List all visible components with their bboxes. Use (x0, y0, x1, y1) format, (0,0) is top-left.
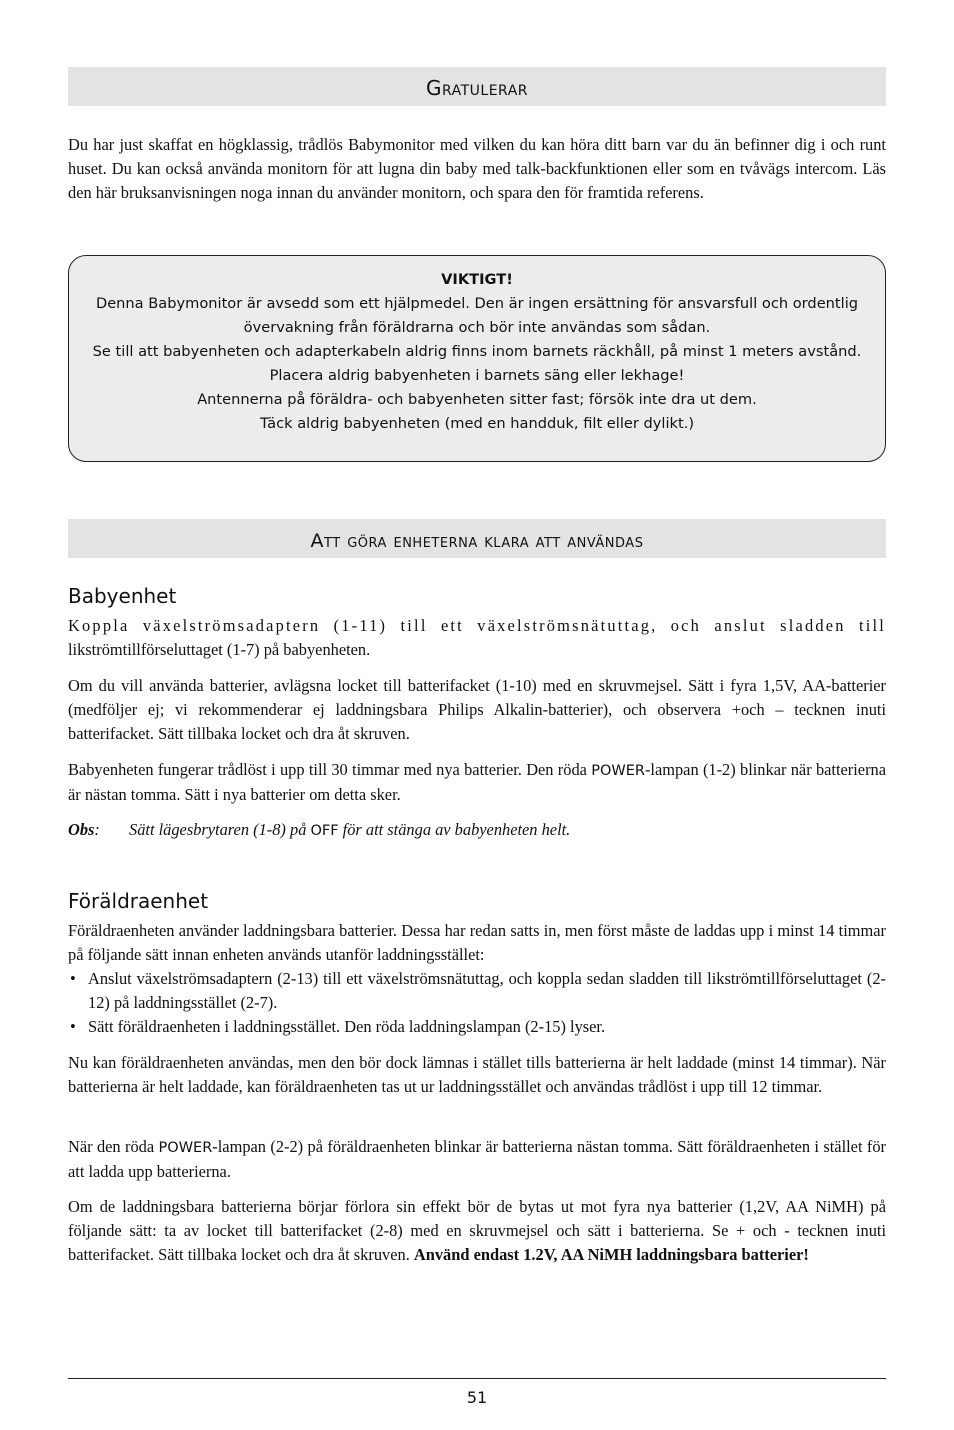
baby-p3-text-b: -lampan (1-2) blinkar när batterierna är nästan tomma. Sätt i nya batterier om detta sker. (68, 760, 887, 804)
important-line: Denna Babymonitor är avsedd som ett hjälpmedel. Den är ingen ersättning för ansvarsfull och ordentlig (95, 295, 859, 312)
note-colon: : (94, 820, 100, 839)
parent-bullet-list (68, 967, 886, 1039)
parent-p4-warning: Använd endast 1.2V, AA NiMH laddningsbara batterier! (413, 1245, 809, 1264)
important-line: Placera aldrig babyenheten i barnets säng eller lekhage! (269, 367, 685, 384)
important-notice-box (68, 255, 886, 462)
baby-paragraph-1 (68, 614, 886, 662)
parent-paragraph-2: Nu kan föräldraenheten användas, men den bör dock lämnas i stället tills batterierna är helt laddade (minst 14 timmar). När batterierna är helt laddade, kan föräldraenheten tas ut ur laddningsstället och användas trådlöst i upp till 12 timmar. (68, 1053, 886, 1096)
bullet-icon: • (70, 1017, 76, 1036)
parent-paragraph-1: Föräldraenheten använder laddningsbara batterier. Dessa har redan satts in, men först måste de laddas upp i minst 14 timmar på följande sätt innan enheten används utanför laddningsstället: (68, 921, 886, 964)
section-title-prepare: Att göra enheterna klara att användas (68, 519, 886, 558)
parent-paragraph-4 (68, 1195, 886, 1267)
baby-p1-line2: likströmtillförseluttaget (1-7) på babyenheten. (68, 640, 371, 659)
important-line: Antennerna på föräldra- och babyenheten sitter fast; försök inte dra ut dem. (197, 391, 757, 408)
list-item-text: Sätt föräldraenheten i laddningsstället. Den röda laddningslampan (2-15) lyser. (88, 1017, 606, 1036)
footer-divider (68, 1378, 886, 1379)
intro-paragraph: Du har just skaffat en högklassig, trådlös Babymonitor med vilken du kan höra ditt barn var du än befinner dig i och runt huset. Du kan också använda monitorn för att lugna din baby med talk-backfunktionen eller som en tvåvägs intercom. Läs den här bruksanvisningen noga innan du använder monitorn, och spara den för framtida referens. (68, 135, 886, 202)
off-label: OFF (310, 823, 339, 839)
power-label: POWER (158, 1140, 213, 1156)
parent-p4-text: Om de laddningsbara batterierna börjar förlora sin effekt bör de bytas ut mot fyra nya batterier (1,2V, AA NiMH) på följande sätt: ta av locket till batterifacket (2-8) med en skruvmejsel och sätt i batterierna. Se + och - tecknen inuti batterifacket. Sätt tillbaka locket och dra åt skruven. (68, 1197, 886, 1264)
note-label (68, 818, 129, 842)
bullet-icon: • (70, 969, 76, 988)
power-label: POWER (591, 763, 645, 779)
note-text-a: Sätt lägesbrytaren (1-8) på (129, 820, 311, 839)
parent-paragraph-3 (68, 1135, 886, 1184)
parent-unit-heading: Föräldraenhet (68, 889, 209, 913)
important-line: övervakning från föräldrarna och bör inte användas som sådan. (243, 319, 711, 336)
parent-p3-text-a: När den röda (68, 1137, 159, 1156)
baby-unit-heading: Babyenhet (68, 584, 177, 608)
note-text-b: för att stänga av babyenheten helt. (338, 820, 571, 839)
list-item (68, 1015, 886, 1039)
baby-p3-text-a: Babyenheten fungerar trådlöst i upp till 30 timmar med nya batterier. Den röda (68, 760, 592, 779)
list-item (68, 967, 886, 1015)
parent-p3-text-b: -lampan (2-2) på föräldraenheten blinkar är batterierna nästan tomma. Sätt föräldraenheten i stället för att ladda upp batterierna. (68, 1137, 887, 1181)
important-title: VIKTIGT! (441, 271, 513, 288)
baby-note (68, 818, 570, 843)
section-title-gratulerar: Gratulerar (68, 67, 886, 106)
baby-p1-line1: Koppla växelströmsadaptern (1-11) till ett växelströmsnätuttag, och anslut sladden till (68, 616, 886, 635)
note-label-text: Obs (68, 820, 95, 839)
important-line: Täck aldrig babyenheten (med en handduk, filt eller dylikt.) (259, 415, 695, 432)
important-line: Se till att babyenheten och adapterkabeln aldrig finns inom barnets räckhåll, på minst 1 meters avstånd. (92, 343, 862, 360)
page-number: 51 (466, 1388, 488, 1407)
baby-paragraph-2: Om du vill använda batterier, avlägsna locket till batterifacket (1-10) med en skruvmejsel. Sätt i fyra 1,5V, AA-batterier (medföljer ej; vi rekommenderar ej laddningsbara Philips Alkalin-batterier), och observera +och – tecknen inuti batterifacket. Sätt tillbaka locket och dra åt skruven. (68, 676, 886, 743)
list-item-text: Anslut växelströmsadaptern (2-13) till ett växelströmsnätuttag, och koppla sedan sladden till likströmtillförseluttaget (2-12) på laddningsstället (2-7). (88, 969, 886, 1012)
baby-paragraph-3 (68, 758, 886, 807)
